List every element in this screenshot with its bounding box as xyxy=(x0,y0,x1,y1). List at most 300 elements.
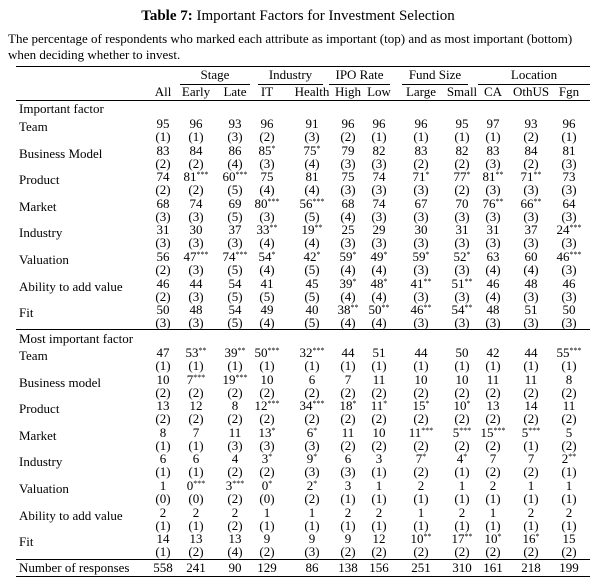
rank-value: 3 xyxy=(192,288,200,304)
rank-value: 1 xyxy=(375,491,383,506)
rank-open-paren: ( xyxy=(454,208,459,224)
rank-open-paren: ( xyxy=(371,437,376,453)
cell-percent: 30 xyxy=(189,222,203,238)
rank-open-paren: ( xyxy=(561,262,566,277)
rank-open-paren: ( xyxy=(227,182,232,198)
cell-rank xyxy=(355,519,403,532)
cell-rank xyxy=(355,492,403,505)
column-header: Low xyxy=(367,84,391,99)
responses-label: Number of responses xyxy=(19,560,130,575)
rank-value: 2 xyxy=(527,411,535,427)
significance-stars: * xyxy=(425,399,430,409)
rank-value: 3 xyxy=(527,182,535,198)
rank-open-paren: ( xyxy=(523,315,528,331)
table-cell xyxy=(243,250,291,276)
rank-close-paren: ) xyxy=(351,384,356,400)
cell-percent: 31 xyxy=(455,222,469,238)
rank-value: 0 xyxy=(263,491,271,506)
rank-close-paren: ) xyxy=(465,208,470,224)
rank-open-paren: ( xyxy=(523,155,528,171)
significance-stars: *** xyxy=(569,223,582,233)
rank-open-paren: ( xyxy=(259,437,264,453)
rank-value: 2 xyxy=(263,411,271,427)
rank-open-paren: ( xyxy=(485,517,490,533)
rank-open-paren: ( xyxy=(413,288,418,304)
rank-open-paren: ( xyxy=(188,491,193,506)
rank-close-paren: ) xyxy=(351,155,356,171)
rank-close-paren: ) xyxy=(238,517,243,533)
rank-value: 3 xyxy=(192,235,200,251)
rank-close-paren: ) xyxy=(351,182,356,198)
rank-open-paren: ( xyxy=(188,411,193,427)
cell-percent: 1 xyxy=(458,478,466,493)
rank-open-paren: ( xyxy=(371,464,376,480)
cell-percent: 2 xyxy=(231,504,239,520)
rank-open-paren: ( xyxy=(304,182,309,198)
table-caption: The percentage of respondents who marked each attribute as important (top) and as most important (bottom) when deciding whether to invest. xyxy=(8,31,573,62)
rank-open-paren: ( xyxy=(371,358,376,373)
cell-rank xyxy=(243,316,291,329)
cell-percent: 51 xyxy=(451,275,465,291)
rank-open-paren: ( xyxy=(304,208,309,224)
rank-value: 1 xyxy=(458,491,466,506)
table-cell xyxy=(243,532,291,558)
rank-value: 2 xyxy=(375,544,383,560)
rank-value: 1 xyxy=(458,358,466,373)
rank-open-paren: ( xyxy=(371,208,376,224)
cell-percent: 42 xyxy=(303,249,317,264)
significance-stars: * xyxy=(352,250,357,259)
rank-close-paren: ) xyxy=(382,358,387,373)
cell-percent: 93 xyxy=(228,116,242,131)
cell-percent: 96 xyxy=(562,116,576,131)
significance-stars: *** xyxy=(493,425,506,435)
rank-close-paren: ) xyxy=(496,129,501,144)
cell-percent: 7 xyxy=(192,424,200,440)
rank-value: 1 xyxy=(344,491,352,506)
section-heading: Most important factor xyxy=(19,331,134,346)
table-cell xyxy=(545,399,593,425)
rank-close-paren: ) xyxy=(315,517,320,533)
rank-value: 5 xyxy=(308,208,316,224)
rank-open-paren: ( xyxy=(259,517,264,533)
rank-open-paren: ( xyxy=(227,384,232,400)
rank-close-paren: ) xyxy=(572,544,577,560)
rank-value: 4 xyxy=(344,262,352,277)
significance-stars: *** xyxy=(235,372,248,382)
rank-value: 1 xyxy=(159,517,167,533)
rank-value: 2 xyxy=(263,384,271,400)
significance-stars: * xyxy=(425,250,430,259)
significance-stars: * xyxy=(313,479,318,488)
significance-stars: ** xyxy=(533,170,542,180)
rank-value: 3 xyxy=(263,208,271,224)
row-label: Industry xyxy=(19,225,63,241)
rank-open-paren: ( xyxy=(188,262,193,277)
rank-value: 2 xyxy=(375,384,383,400)
table-cell xyxy=(355,303,403,329)
rank-open-paren: ( xyxy=(561,315,566,331)
rank-value: 2 xyxy=(527,544,535,560)
rank-open-paren: ( xyxy=(155,182,160,198)
rank-value: 3 xyxy=(565,208,573,224)
rank-close-paren: ) xyxy=(270,262,275,277)
rank-value: 3 xyxy=(565,288,573,304)
column-header: Early xyxy=(181,84,211,99)
cell-rank xyxy=(355,359,403,372)
table-cell xyxy=(243,197,291,223)
rank-open-paren: ( xyxy=(523,288,528,304)
cell-percent: 41 xyxy=(260,275,274,291)
cell-percent: 1 xyxy=(565,478,573,493)
rank-close-paren: ) xyxy=(166,155,171,171)
row-label: Valuation xyxy=(19,252,69,267)
cell-percent: 79 xyxy=(341,142,355,158)
rank-open-paren: ( xyxy=(340,491,345,506)
cell-percent: 2 xyxy=(561,451,569,467)
rank-open-paren: ( xyxy=(485,288,490,304)
significance-stars: ** xyxy=(423,303,432,313)
table-cell xyxy=(545,303,593,329)
cell-percent: 3 xyxy=(225,478,233,493)
rank-close-paren: ) xyxy=(382,262,387,277)
rank-open-paren: ( xyxy=(188,182,193,198)
cell-percent: 5 xyxy=(452,424,460,440)
rank-open-paren: ( xyxy=(227,437,232,453)
rank-open-paren: ( xyxy=(155,517,160,533)
rank-open-paren: ( xyxy=(155,464,160,480)
rank-close-paren: ) xyxy=(465,155,470,171)
cell-rank xyxy=(243,386,291,399)
rank-value: 3 xyxy=(458,315,466,331)
table-cell xyxy=(545,346,593,372)
cell-percent: 77 xyxy=(453,169,467,185)
rank-value: 1 xyxy=(263,358,271,373)
rank-value: 5 xyxy=(231,182,239,198)
rank-open-paren: ( xyxy=(227,129,232,144)
cell-rank xyxy=(243,545,291,558)
rank-open-paren: ( xyxy=(413,262,418,277)
rank-value: 4 xyxy=(308,182,316,198)
cell-percent: 59 xyxy=(412,249,426,264)
cell-percent: 25 xyxy=(341,222,355,238)
rank-close-paren: ) xyxy=(166,288,171,304)
significance-stars: ** xyxy=(495,196,504,206)
cell-percent: 2 xyxy=(344,504,352,520)
rank-value: 5 xyxy=(308,315,316,331)
rank-open-paren: ( xyxy=(413,315,418,331)
column-header: CA xyxy=(483,84,503,99)
rank-close-paren: ) xyxy=(424,315,429,331)
rank-close-paren: ) xyxy=(270,358,275,373)
rank-open-paren: ( xyxy=(413,235,418,251)
rank-close-paren: ) xyxy=(351,411,356,427)
rank-close-paren: ) xyxy=(496,235,501,251)
rank-value: 1 xyxy=(489,129,497,144)
cell-percent: 1 xyxy=(489,504,497,520)
cell-rank xyxy=(355,183,403,196)
rank-open-paren: ( xyxy=(371,129,376,144)
rank-open-paren: ( xyxy=(485,315,490,331)
rank-open-paren: ( xyxy=(155,384,160,400)
rank-close-paren: ) xyxy=(238,464,243,480)
rank-value: 2 xyxy=(192,155,200,171)
cell-percent: 11 xyxy=(524,371,538,387)
cell-percent: 12 xyxy=(189,398,203,414)
rank-open-paren: ( xyxy=(561,464,566,480)
cell-percent: 49 xyxy=(260,302,274,318)
rank-close-paren: ) xyxy=(238,491,243,506)
table-cell xyxy=(355,479,403,505)
rank-open-paren: ( xyxy=(188,129,193,144)
cell-percent: 74 xyxy=(372,169,386,185)
rank-open-paren: ( xyxy=(454,182,459,198)
rank-value: 1 xyxy=(192,464,200,480)
rank-value: 1 xyxy=(527,358,535,373)
significance-stars: ** xyxy=(533,196,542,206)
cell-rank xyxy=(545,465,593,478)
rank-close-paren: ) xyxy=(315,384,320,400)
cell-rank xyxy=(545,412,593,425)
rank-close-paren: ) xyxy=(166,437,171,453)
row-label: Business Model xyxy=(19,145,103,161)
row-label: Team xyxy=(19,119,48,134)
significance-stars: * xyxy=(463,452,468,462)
cell-percent: 48 xyxy=(524,275,538,291)
rank-close-paren: ) xyxy=(238,411,243,427)
rank-open-paren: ( xyxy=(413,437,418,453)
rank-open-paren: ( xyxy=(561,384,566,400)
rank-close-paren: ) xyxy=(424,544,429,560)
rank-value: 1 xyxy=(375,129,383,144)
rank-open-paren: ( xyxy=(485,464,490,480)
rank-open-paren: ( xyxy=(188,384,193,400)
significance-stars: * xyxy=(535,532,540,542)
table-cell xyxy=(243,399,291,425)
cell-rank xyxy=(545,492,593,505)
cell-percent: 0 xyxy=(261,478,269,493)
rank-value: 1 xyxy=(565,491,573,506)
cell-percent: 2 xyxy=(458,504,466,520)
rank-close-paren: ) xyxy=(534,288,539,304)
rank-close-paren: ) xyxy=(424,437,429,453)
cell-percent: 37 xyxy=(524,222,538,238)
rank-close-paren: ) xyxy=(315,411,320,427)
rank-close-paren: ) xyxy=(424,155,429,171)
rank-close-paren: ) xyxy=(382,288,387,304)
bottom-rule xyxy=(16,576,590,577)
rank-value: 2 xyxy=(375,437,383,453)
table-title-text: Important Factors for Investment Selection xyxy=(196,8,455,24)
cell-rank xyxy=(355,439,403,452)
cell-percent: 6 xyxy=(306,424,314,440)
cell-percent: 83 xyxy=(486,142,500,158)
rank-open-paren: ( xyxy=(561,437,566,453)
rank-open-paren: ( xyxy=(340,208,345,224)
rank-close-paren: ) xyxy=(315,464,320,480)
rank-close-paren: ) xyxy=(199,517,204,533)
rank-close-paren: ) xyxy=(238,437,243,453)
rank-close-paren: ) xyxy=(166,208,171,224)
cell-percent: 4 xyxy=(456,451,464,467)
rank-open-paren: ( xyxy=(454,464,459,480)
rank-open-paren: ( xyxy=(485,155,490,171)
rank-close-paren: ) xyxy=(534,491,539,506)
cell-percent: 2 xyxy=(375,504,383,520)
row-label: Market xyxy=(19,198,57,214)
rank-value: 3 xyxy=(375,155,383,171)
row-label: Product xyxy=(19,172,60,188)
cell-percent: 33 xyxy=(256,222,270,238)
rank-value: 2 xyxy=(344,437,352,453)
rank-value: 3 xyxy=(308,544,316,560)
table-cell xyxy=(352,249,403,277)
rank-close-paren: ) xyxy=(496,182,501,198)
rank-value: 2 xyxy=(263,129,271,144)
rank-open-paren: ( xyxy=(304,437,309,453)
rank-value: 1 xyxy=(527,491,535,506)
rank-open-paren: ( xyxy=(259,182,264,198)
cell-percent: 13 xyxy=(486,398,500,414)
rank-open-paren: ( xyxy=(155,235,160,251)
rank-value: 2 xyxy=(231,411,239,427)
rank-value: 4 xyxy=(344,208,352,224)
rank-open-paren: ( xyxy=(371,544,376,560)
significance-stars: * xyxy=(271,250,276,259)
significance-stars: ** xyxy=(495,170,504,180)
rank-close-paren: ) xyxy=(424,411,429,427)
column-header: IT xyxy=(260,84,274,99)
rank-close-paren: ) xyxy=(465,288,470,304)
cell-percent: 69 xyxy=(228,195,242,211)
rank-close-paren: ) xyxy=(315,288,320,304)
rank-close-paren: ) xyxy=(424,208,429,224)
significance-stars: *** xyxy=(569,250,582,259)
rank-close-paren: ) xyxy=(351,315,356,331)
cell-percent: 3 xyxy=(261,451,269,467)
rank-close-paren: ) xyxy=(534,262,539,277)
rank-open-paren: ( xyxy=(155,411,160,427)
table-cell xyxy=(355,506,403,532)
rank-value: 1 xyxy=(417,129,425,144)
rank-close-paren: ) xyxy=(572,129,577,144)
rank-value: 4 xyxy=(344,315,352,331)
rank-close-paren: ) xyxy=(382,315,387,331)
row-label: Fit xyxy=(19,534,34,550)
cell-percent: 11 xyxy=(341,424,355,440)
rank-open-paren: ( xyxy=(155,155,160,171)
rank-close-paren: ) xyxy=(351,235,356,251)
cell-percent: 84 xyxy=(524,142,538,158)
rank-open-paren: ( xyxy=(561,288,566,304)
rank-close-paren: ) xyxy=(199,315,204,331)
table-cell xyxy=(545,223,593,249)
rank-close-paren: ) xyxy=(572,491,577,506)
table-cell xyxy=(545,506,593,532)
row-label: Team xyxy=(19,348,48,363)
cell-percent: 50 xyxy=(254,345,268,360)
rank-value: 2 xyxy=(344,384,352,400)
rank-value: 1 xyxy=(308,358,316,373)
cell-percent: 10 xyxy=(484,531,498,547)
rank-open-paren: ( xyxy=(155,129,160,144)
cell-percent: 96 xyxy=(260,116,274,131)
rank-value: 2 xyxy=(565,384,573,400)
rank-close-paren: ) xyxy=(534,129,539,144)
rank-close-paren: ) xyxy=(534,358,539,373)
rank-open-paren: ( xyxy=(340,358,345,373)
rank-value: 2 xyxy=(527,155,535,171)
rank-value: 3 xyxy=(417,315,425,331)
rank-open-paren: ( xyxy=(485,437,490,453)
rank-open-paren: ( xyxy=(561,491,566,506)
cell-percent: 2 xyxy=(565,504,573,520)
rank-value: 5 xyxy=(308,288,316,304)
rank-open-paren: ( xyxy=(188,208,193,224)
rank-close-paren: ) xyxy=(238,544,243,560)
rank-close-paren: ) xyxy=(496,155,501,171)
rank-value: 2 xyxy=(417,437,425,453)
rank-value: 4 xyxy=(263,262,271,277)
table-cell xyxy=(243,452,291,478)
rank-value: 3 xyxy=(489,235,497,251)
rank-value: 2 xyxy=(159,411,167,427)
cell-percent: 37 xyxy=(228,222,242,238)
rank-open-paren: ( xyxy=(523,182,528,198)
rank-open-paren: ( xyxy=(259,411,264,427)
rank-open-paren: ( xyxy=(454,517,459,533)
rank-open-paren: ( xyxy=(413,358,418,373)
column-group-label: IPO Rate xyxy=(335,67,384,82)
rank-open-paren: ( xyxy=(155,358,160,373)
rank-open-paren: ( xyxy=(227,155,232,171)
rank-close-paren: ) xyxy=(315,182,320,198)
rank-value: 0 xyxy=(159,491,167,506)
table-cell xyxy=(545,170,593,196)
rank-close-paren: ) xyxy=(270,208,275,224)
cell-percent: 30 xyxy=(414,222,428,238)
rank-close-paren: ) xyxy=(382,208,387,224)
table-cell xyxy=(355,532,403,558)
rank-open-paren: ( xyxy=(227,491,232,506)
rank-close-paren: ) xyxy=(199,288,204,304)
cell-percent: 51 xyxy=(524,302,538,318)
rank-value: 4 xyxy=(375,262,383,277)
cell-percent: 40 xyxy=(305,302,319,318)
cell-rank xyxy=(355,290,403,303)
cell-percent: 48 xyxy=(370,275,384,291)
rank-close-paren: ) xyxy=(382,182,387,198)
rank-value: 1 xyxy=(159,129,167,144)
cell-percent: 6 xyxy=(308,371,316,387)
cell-percent: 50 xyxy=(368,302,382,318)
rank-open-paren: ( xyxy=(523,129,528,144)
rank-open-paren: ( xyxy=(454,129,459,144)
cell-percent: 15 xyxy=(412,398,426,414)
cell-percent: 64 xyxy=(562,195,576,211)
rank-open-paren: ( xyxy=(259,155,264,171)
cell-rank xyxy=(545,519,593,532)
rank-open-paren: ( xyxy=(413,129,418,144)
cell-percent: 74 xyxy=(156,169,170,185)
cell-percent: 9 xyxy=(344,531,352,547)
rank-open-paren: ( xyxy=(340,544,345,560)
rank-open-paren: ( xyxy=(561,517,566,533)
rank-value: 0 xyxy=(192,491,200,506)
rank-value: 3 xyxy=(458,262,466,277)
cell-percent: 95 xyxy=(156,116,170,131)
rank-value: 4 xyxy=(263,235,271,251)
